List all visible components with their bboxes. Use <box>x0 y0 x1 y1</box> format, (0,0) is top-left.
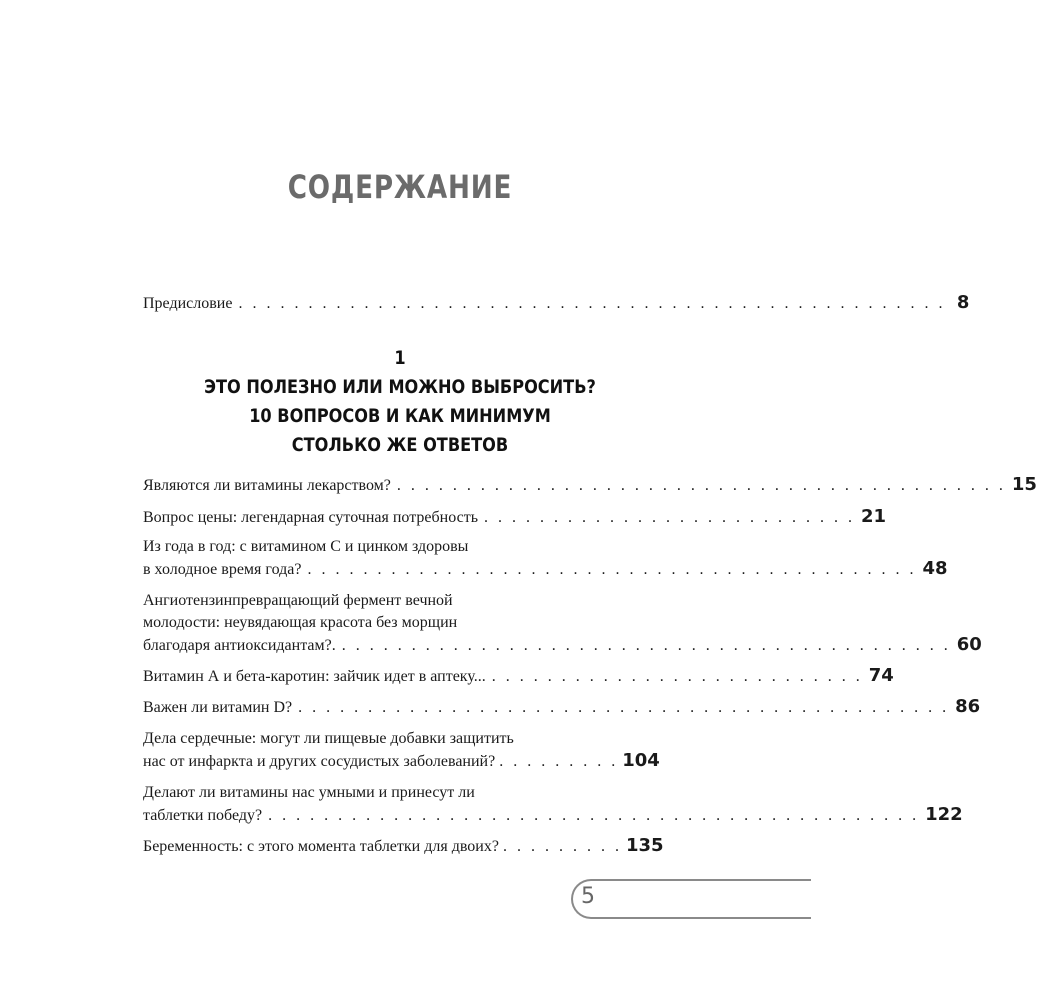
toc-entry-text: Предисловие <box>143 295 233 312</box>
toc-entry[interactable]: Витамин А и бета-каротин: зайчик идет в аптеку... . . . . . . . . . . . . . . . . . . . . . . . . . . . 74 <box>143 665 894 686</box>
toc-entry-text: Вопрос цены: легендарная суточная потребность <box>143 509 478 526</box>
toc-entry-text: Ангиотензинпревращающий фермент вечной <box>143 592 453 609</box>
toc-entry[interactable]: Дела сердечные: могут ли пищевые добавки защитить нас от инфаркта и других сосудистых заболеваний? . . . . . . . . . 104 <box>143 730 660 771</box>
toc-entry-text: благодаря антиоксидантам?. <box>143 637 336 654</box>
toc-entry-text: нас от инфаркта и других сосудистых заболеваний? <box>143 753 496 770</box>
toc-entry-page: 15 <box>1011 474 1037 495</box>
toc-entry[interactable]: Из года в год: с витамином С и цинком здоровы в холодное время года? . . . . . . . . . . . . . . . . . . . . . . . . . . . . . . . . . . . . . . . . . . . . 48 <box>143 538 948 579</box>
toc-entry-text: Являются ли витамины лекарством? <box>143 477 391 494</box>
chapter-number: 1 <box>394 347 406 369</box>
toc-entry-text: Важен ли витамин D? <box>143 699 293 716</box>
toc-entry-page: 8 <box>956 292 970 313</box>
toc-entry[interactable]: Важен ли витамин D? . . . . . . . . . . . . . . . . . . . . . . . . . . . . . . . . . . . . . . . . . . . . . . . 86 <box>143 696 981 717</box>
toc-entry-page: 135 <box>625 835 664 856</box>
toc-entry-text: Беременность: с этого момента таблетки для двоих? <box>143 838 499 855</box>
page-title: СОДЕРЖАНИЕ <box>287 168 513 206</box>
toc-entry-text: таблетки победу? <box>143 807 263 824</box>
toc-entry-text: молодости: неувядающая красота без морщин <box>143 614 458 631</box>
toc-entry[interactable]: Беременность: с этого момента таблетки для двоих? . . . . . . . . . 135 <box>143 835 664 856</box>
toc-entry-page: 74 <box>868 665 894 686</box>
toc-entry[interactable]: Являются ли витамины лекарством? . . . . . . . . . . . . . . . . . . . . . . . . . . . . . . . . . . . . . . . . . . . . 15 <box>143 474 1037 495</box>
toc-entry-text: Дела сердечные: могут ли пищевые добавки защитить <box>143 730 514 747</box>
toc-entry-page: 21 <box>860 506 887 527</box>
chapter-heading <box>0 344 800 460</box>
toc-entry-text: Витамин А и бета-каротин: зайчик идет в аптеку... <box>143 668 486 685</box>
toc-entry-preface[interactable]: Предисловие . . . . . . . . . . . . . . . . . . . . . . . . . . . . . . . . . . . . . . . . . . . . . . . . . . . 8 <box>143 292 970 313</box>
chapter-title-line: 10 ВОПРОСОВ И КАК МИНИМУМ <box>249 405 551 427</box>
toc-entry-page: 104 <box>622 750 660 771</box>
toc-entry-text: Делают ли витамины нас умными и принесут ли <box>143 784 475 801</box>
toc-entry-page: 60 <box>956 634 982 655</box>
toc-entry-page: 122 <box>925 804 963 825</box>
page-number: 5 <box>581 884 595 909</box>
chapter-title-line: СТОЛЬКО ЖЕ ОТВЕТОВ <box>291 434 509 456</box>
page-number-tab <box>571 879 811 919</box>
toc-entry[interactable]: Делают ли витамины нас умными и принесут ли таблетки победу? . . . . . . . . . . . . . . . . . . . . . . . . . . . . . . . . . . . . . . . . . . . . . . . 122 <box>143 784 963 825</box>
toc-entry-text: в холодное время года? <box>143 561 302 578</box>
toc-entry-text: Из года в год: с витамином С и цинком здоровы <box>143 538 469 555</box>
chapter-title-line: ЭТО ПОЛЕЗНО ИЛИ МОЖНО ВЫБРОСИТЬ? <box>204 376 596 398</box>
toc-entry[interactable]: Вопрос цены: легендарная суточная потребность . . . . . . . . . . . . . . . . . . . . . . . . . . . 21 <box>143 506 887 527</box>
toc-entry[interactable]: Ангиотензинпревращающий фермент вечной молодости: неувядающая красота без морщин благодаря антиоксидантам?. . . . . . . . . . . . . . . . . . . . . . . . . . . . . . . . . . . . . . . . . . . . . 60 <box>143 592 982 655</box>
toc-entry-page: 86 <box>955 696 981 717</box>
toc-entry-page: 48 <box>922 558 948 579</box>
